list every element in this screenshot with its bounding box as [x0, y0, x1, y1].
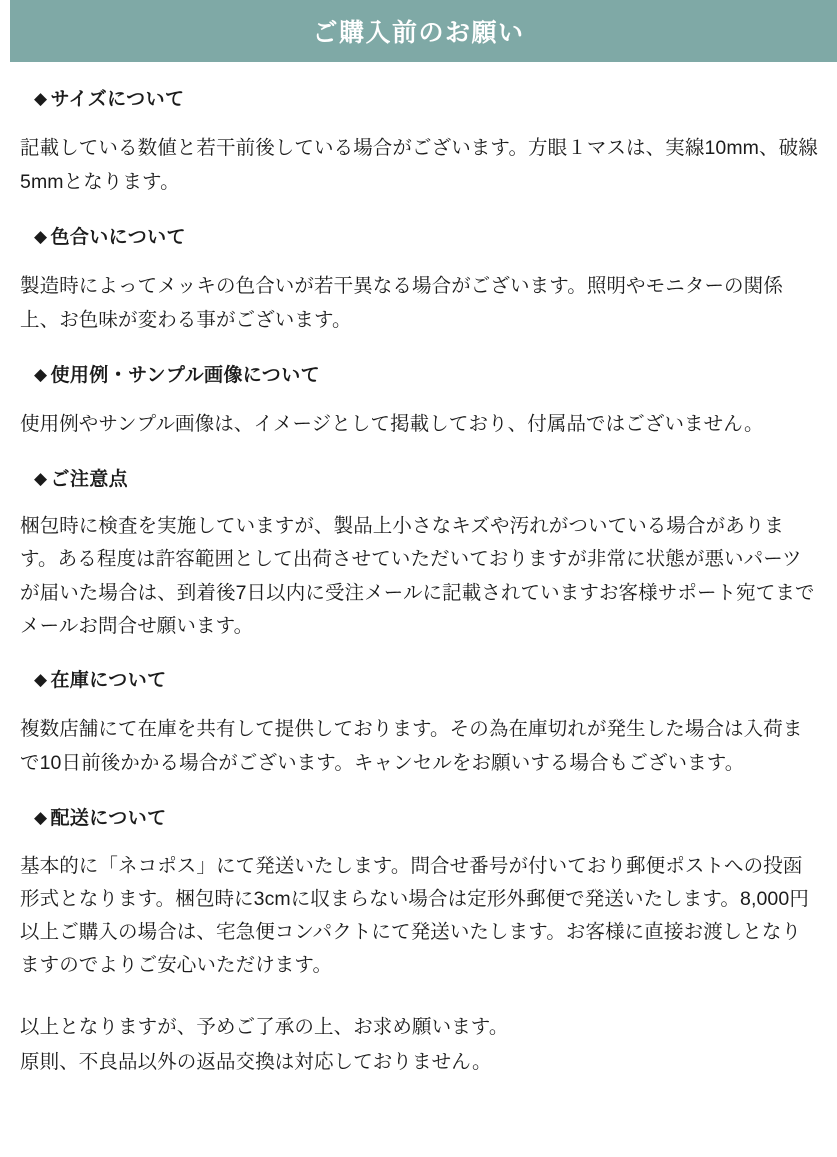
diamond-icon: ◆ — [34, 468, 48, 488]
document-content — [0, 88, 837, 1080]
section-size — [18, 88, 819, 200]
section-body: 製造時によってメッキの色合いが若干異なる場合がございます。照明やモニターの関係上、お色味が変わる事がございます。 — [20, 274, 783, 332]
section-heading — [34, 88, 819, 113]
section-heading — [34, 364, 819, 389]
section-stock — [18, 669, 819, 781]
diamond-icon: ◆ — [34, 89, 48, 108]
section-body: 基本的に「ネコポス」にて発送いたします。問合せ番号が付いており郵便ポストへの投函形式となります。梱包時に3cmに収まらない場合は定形外郵便で発送いたします。8,000円以上ご購入の場合は、宅急便コンパクトにて発送いたします。お客様に直接お渡しとなりますのでよりご安心いただけます。 — [20, 854, 809, 977]
diamond-icon: ◆ — [34, 365, 48, 385]
section-heading-text: 在庫について — [50, 669, 167, 691]
section-shipping — [18, 807, 819, 982]
section-heading — [34, 669, 819, 694]
closing-line-2: 原則、不良品以外の返品交換は対応しておりません。 — [20, 1050, 492, 1073]
section-color — [18, 226, 819, 338]
closing-note — [20, 1010, 819, 1079]
section-body: 複数店舗にて在庫を共有して提供しております。その為在庫切れが発生した場合は入荷まで10日前後かかる場合がございます。キャンセルをお願いする場合もございます。 — [20, 717, 803, 775]
section-heading-text: 使用例・サンプル画像について — [50, 365, 320, 387]
section-body: 使用例やサンプル画像は、イメージとして掲載しており、付属品ではございません。 — [20, 412, 764, 435]
section-heading-text: ご注意点 — [50, 468, 129, 490]
section-heading-text: 配送について — [50, 807, 167, 829]
section-heading-text: 色合いについて — [50, 227, 186, 249]
page-title: ご購入前のお願い — [312, 19, 525, 47]
section-heading-text: サイズについて — [50, 89, 185, 110]
section-body: 梱包時に検査を実施していますが、製品上小さなキズや汚れがついている場合があります。ある程度は許容範囲として出荷させていただいておりますが非常に状態が悪いパーツが届いた場合は、到着後7日以内に受注メールに記載されていますお客様サポート宛てまでメールお問合せ願います。 — [20, 515, 815, 637]
page-header-band — [0, 0, 837, 62]
section-heading — [34, 468, 819, 493]
diamond-icon: ◆ — [34, 227, 48, 247]
section-heading — [34, 807, 819, 832]
section-heading — [34, 226, 819, 251]
diamond-icon: ◆ — [34, 807, 48, 827]
section-cautions — [18, 468, 819, 643]
section-body: 記載している数値と若干前後している場合がございます。方眼１マスは、実線10mm、破線5mmとなります。 — [20, 136, 818, 194]
diamond-icon: ◆ — [34, 669, 48, 689]
section-sample-images — [18, 364, 819, 441]
closing-line-1: 以上となりますが、予めご了承の上、お求め願います。 — [20, 1016, 509, 1039]
